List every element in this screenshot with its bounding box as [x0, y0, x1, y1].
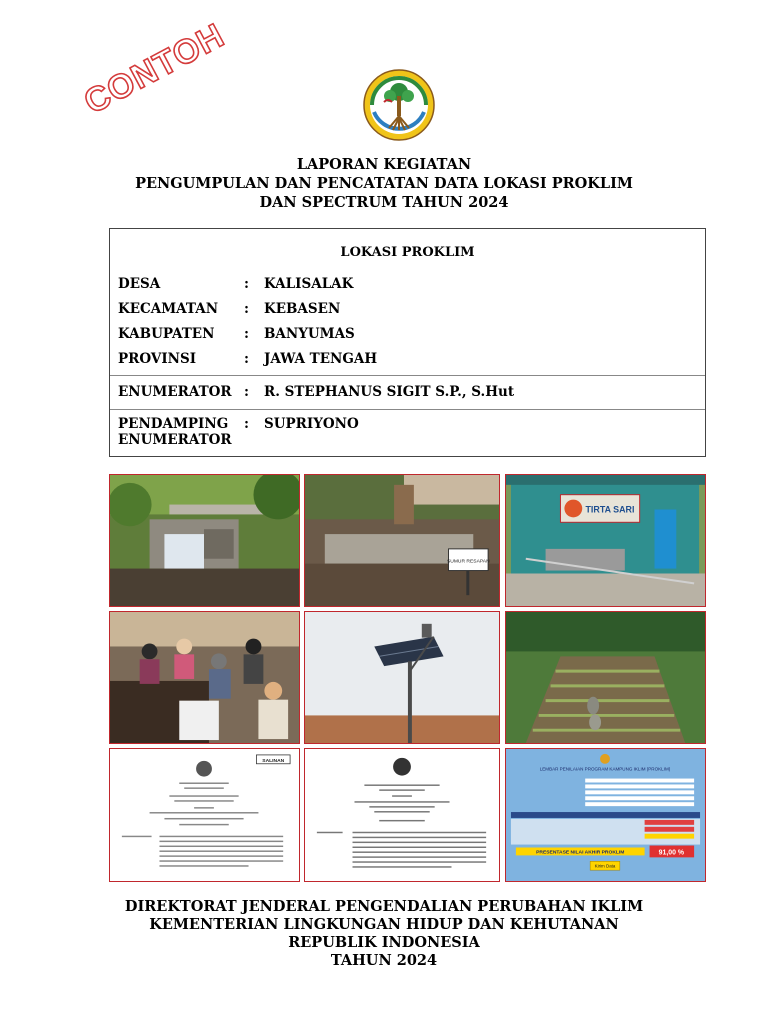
photo-sumur-resapan — [304, 474, 500, 607]
row-colon: : — [244, 326, 249, 342]
title-line-3: DAN SPECTRUM TAHUN 2024 — [259, 194, 509, 211]
percent-label: PRESENTASE NILAI AKHIR PROKLIM — [536, 850, 625, 856]
enumerator-label: ENUMERATOR — [118, 384, 232, 400]
photo-composting-group — [109, 611, 300, 744]
photo-water-gate — [109, 474, 300, 607]
row-colon: : — [244, 416, 249, 432]
row-value: JAWA TENGAH — [264, 351, 378, 367]
row-colon: : — [244, 276, 249, 292]
row-value: BANYUMAS — [264, 326, 355, 342]
title-line-2: PENGUMPULAN DAN PENCATATAN DATA LOKASI PROKLIM — [135, 175, 633, 192]
divider — [110, 375, 705, 376]
pendamping-value: SUPRIYONO — [264, 416, 359, 432]
footer-line-2: KEMENTERIAN LINGKUNGAN HIDUP DAN KEHUTANAN — [149, 916, 619, 933]
percent-value: 91,00 % — [658, 849, 685, 857]
tirta-sign-text: TIRTA SARI — [585, 504, 635, 515]
pendamping-label-line-1: PENDAMPING — [118, 416, 229, 432]
salinan-label: SALINAN — [262, 758, 285, 764]
row-colon: : — [244, 301, 249, 317]
pendamping-label-line-2: ENUMERATOR — [118, 432, 232, 448]
row-label: DESA — [118, 276, 161, 292]
row-label: PROVINSI — [118, 351, 197, 367]
photo-proklim-assessment — [505, 748, 706, 882]
signboard-text: SUMUR RESAPAN — [446, 559, 490, 565]
enumerator-value: R. STEPHANUS SIGIT S.P., S.Hut — [264, 384, 515, 400]
row-label: KABUPATEN — [118, 326, 215, 342]
pendamping-label — [118, 416, 238, 448]
photo-decree-document — [109, 748, 300, 882]
divider — [110, 409, 705, 410]
contoh-stamp: CONTOH — [78, 16, 231, 122]
row-colon: : — [244, 384, 249, 400]
report-title — [0, 155, 768, 212]
photo-tirta-sari — [505, 474, 706, 607]
location-heading: LOKASI PROKLIM — [340, 245, 475, 260]
photo-forest-stairs — [505, 611, 706, 744]
footer-line-4: TAHUN 2024 — [330, 952, 438, 969]
photo-grid — [109, 474, 706, 882]
location-info-box — [109, 228, 706, 457]
sheet-title: LEMBAR PENILAIAN PROGRAM KAMPUNG IKLIM (PROKLIM) — [539, 766, 671, 772]
photo-village-decree — [304, 748, 500, 882]
title-line-1: LAPORAN KEGIATAN — [296, 156, 472, 173]
row-colon: : — [244, 351, 249, 367]
footer-line-1: DIREKTORAT JENDERAL PENGENDALIAN PERUBAHAN IKLIM — [124, 898, 644, 915]
ministry-logo — [362, 68, 436, 142]
report-footer — [0, 898, 768, 970]
row-label: KECAMATAN — [118, 301, 219, 317]
photo-solar-light — [304, 611, 500, 744]
row-value: KEBASEN — [264, 301, 341, 317]
kirim-data-button: Kirim Data — [594, 863, 616, 869]
row-value: KALISALAK — [264, 276, 354, 292]
footer-line-3: REPUBLIK INDONESIA — [288, 934, 480, 951]
